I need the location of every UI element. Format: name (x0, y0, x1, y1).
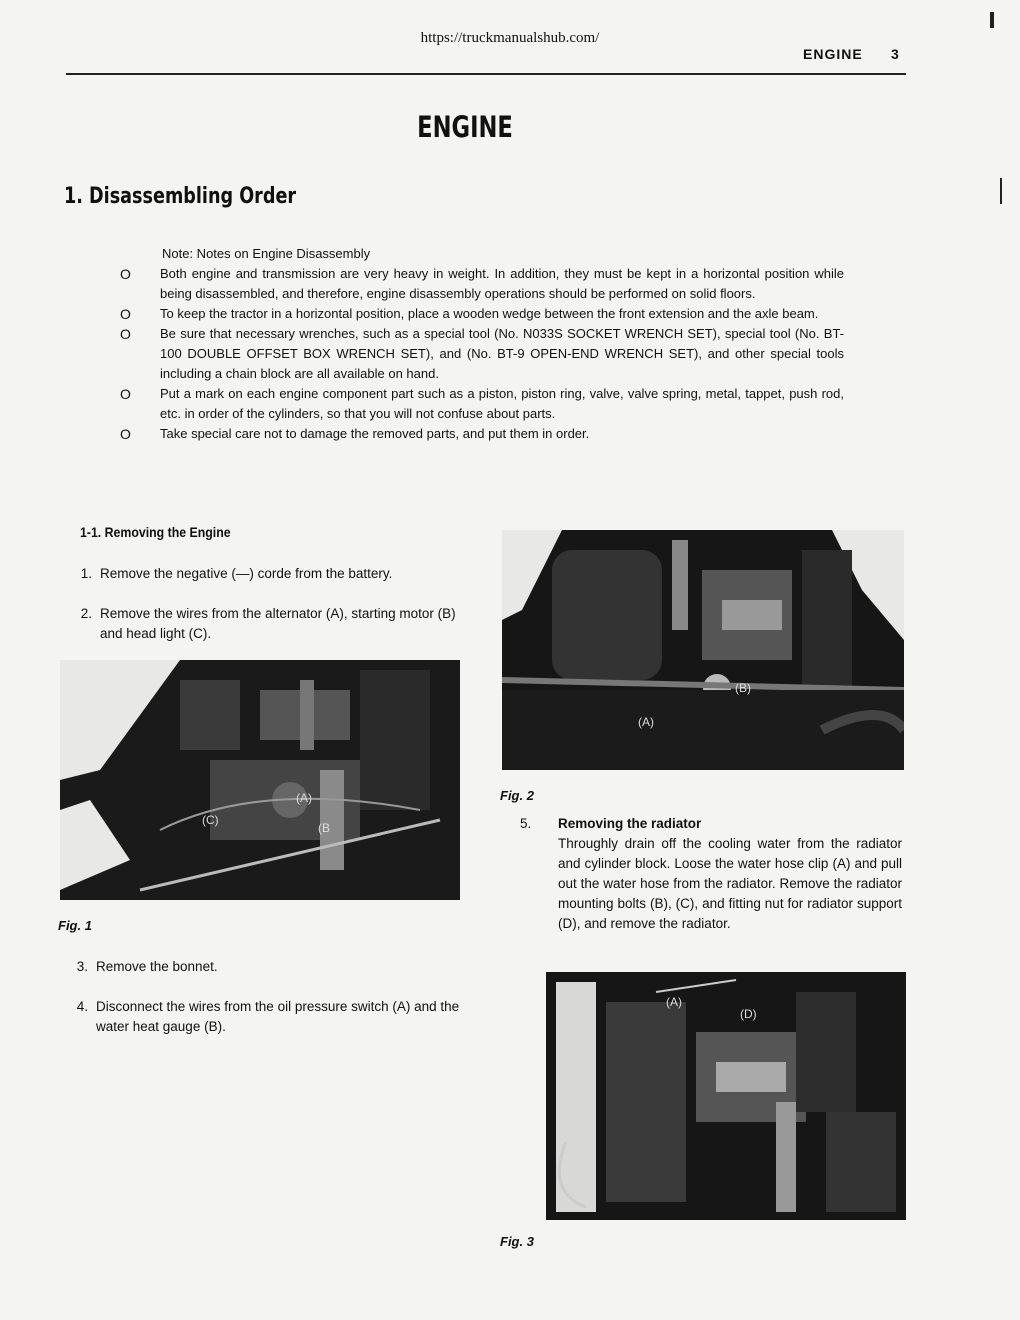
bullet-text: Put a mark on each engine component part such as a piston, piston ring, valve, valve spring, metal, tappet, push rod, etc. in order of the cylinders, so that you will not confuse about parts. (160, 386, 844, 421)
step-number: 2. (80, 606, 92, 621)
page-title: ENGINE (417, 110, 513, 144)
step-item (60, 997, 460, 1037)
step-number: 1. (80, 566, 92, 581)
subsection-heading: 1-1. Removing the Engine (80, 524, 231, 540)
figure-1-label-b: (B (318, 821, 330, 835)
header-section: ENGINE (803, 46, 863, 62)
figure-3-label-a: (A) (666, 995, 682, 1009)
note-line: Note: Notes on Engine Disassembly (162, 246, 371, 261)
step-item (60, 957, 460, 977)
step-text: Remove the negative (—) corde from the battery. (100, 566, 393, 581)
figure-3-caption: Fig. 3 (500, 1234, 534, 1249)
figure-1-caption: Fig. 1 (58, 918, 92, 933)
step-item (64, 564, 464, 584)
step-text: Disconnect the wires from the oil pressure switch (A) and the water heat gauge (B). (96, 999, 460, 1034)
page-number: 3 (891, 46, 900, 62)
scan-mark (1000, 178, 1002, 204)
step-5-heading: Removing the radiator (558, 816, 702, 831)
list-item (120, 324, 844, 384)
bullet-marker: O (120, 326, 131, 342)
bullet-list (120, 264, 844, 444)
scan-mark (990, 12, 994, 28)
list-item (120, 304, 844, 324)
section-heading: 1. Disassembling Order (64, 184, 297, 209)
bullet-text: Take special care not to damage the removed parts, and put them in order. (160, 426, 590, 441)
list-item (120, 384, 844, 424)
figure-3-label-d: (D) (740, 1007, 757, 1021)
step-text: Remove the bonnet. (96, 959, 218, 974)
list-item (120, 264, 844, 304)
figure-2-label-b: (B) (735, 681, 751, 695)
bullet-text: Both engine and transmission are very heavy in weight. In addition, they must be kept in a horizontal position while being disassembled, and therefore, engine disassembly operations should be performed on solid floors. (160, 266, 844, 301)
step-text: Remove the wires from the alternator (A), starting motor (B) and head light (C). (100, 606, 456, 641)
bullet-marker: O (120, 306, 131, 322)
step-5-text: Throughly drain off the cooling water from the radiator and cylinder block. Loose the water hose clip (A) and pull out the water hose from the radiator. Remove the radiator mounting bolts (B), (C), and fitting nut for radiator support (D), and remove the radiator. (558, 836, 902, 931)
figure-2-label-a: (A) (638, 715, 654, 729)
bullet-text: Be sure that necessary wrenches, such as a special tool (No. N033S SOCKET WRENCH SET), special tool (No. BT-100 DOUBLE OFFSET BOX WRENCH SET), and (No. BT-9 OPEN-END WRENCH SET), and other special tools including a chain block are all available on hand. (160, 326, 844, 381)
source-url[interactable]: https://truckmanualshub.com/ (420, 30, 600, 46)
step-number: 3. (76, 959, 88, 974)
figure-1-photo (60, 660, 460, 900)
step-number: 4. (76, 999, 88, 1014)
bullet-text: To keep the tractor in a horizontal position, place a wooden wedge between the front extension and the axle beam. (160, 306, 819, 321)
step-number: 5. (520, 816, 532, 831)
bullet-marker: O (120, 426, 131, 442)
steps-3-4 (60, 957, 460, 1037)
step-5 (520, 814, 902, 934)
header-rule (66, 73, 906, 75)
figure-1-label-a: (A) (296, 791, 312, 805)
bullet-marker: O (120, 386, 131, 402)
step-item (64, 604, 464, 644)
figure-1-label-c: (C) (202, 813, 219, 827)
figure-2-photo (502, 530, 904, 770)
figure-3-photo (546, 972, 906, 1220)
figure-2-caption: Fig. 2 (500, 788, 534, 803)
list-item (120, 424, 844, 444)
bullet-marker: O (120, 266, 131, 282)
steps-1-2 (64, 564, 464, 644)
